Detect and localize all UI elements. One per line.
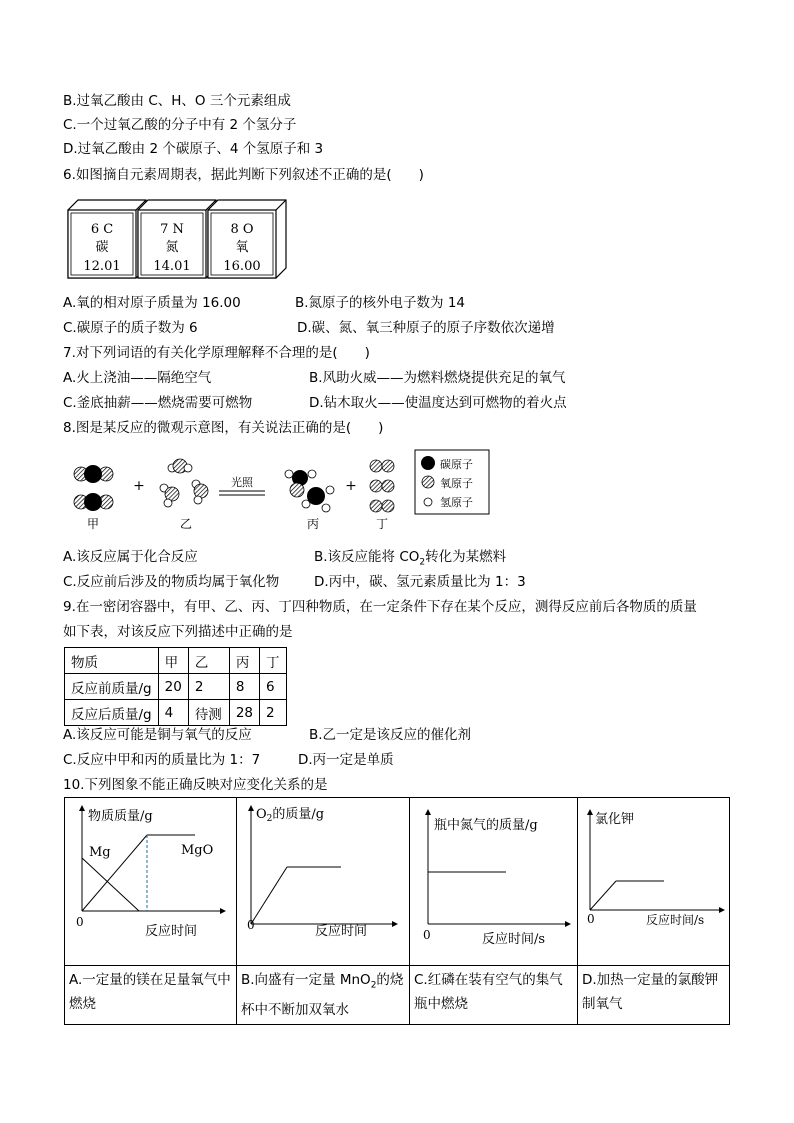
graph-a-series-mgo: MgO xyxy=(181,843,214,858)
graph-b-ylabel: $O_2$的质量/g xyxy=(256,807,325,824)
element-mass-carbon: 12.01 xyxy=(83,259,121,274)
graph-c xyxy=(410,798,578,961)
table-cell: 2 xyxy=(188,674,229,700)
graph-cell-a xyxy=(65,798,237,966)
q6-option-d: D.碳、氮、氧三种原子的原子序数依次递增 xyxy=(297,320,555,336)
graph-a xyxy=(65,798,237,961)
reaction-micro-diagram xyxy=(64,446,494,538)
legend-oxygen: 氧原子 xyxy=(440,477,473,490)
table-cell: 反应前质量/g xyxy=(65,674,159,700)
element-cell-carbon xyxy=(68,200,146,278)
mass-table xyxy=(64,647,287,726)
question-8-stem: 8.图是某反应的微观示意图，有关说法正确的是( ) xyxy=(63,420,384,436)
graph-c-origin: 0 xyxy=(423,928,431,942)
molecule-group-yi xyxy=(160,459,208,507)
table-cell: 待测 xyxy=(188,700,229,726)
caption-c: C.红磷在装有空气的集气瓶中燃烧 xyxy=(410,966,578,1025)
question-9-stem-line1: 9.在一密闭容器中，有甲、乙、丙、丁四种物质，在一定条件下存在某个反应，测得反应前后各物质的质量 xyxy=(63,599,697,615)
graph-a-origin: 0 xyxy=(76,915,84,929)
question-6-stem: 6.如图摘自元素周期表，据此判断下列叙述不正确的是( ) xyxy=(63,167,424,183)
graph-d-xlabel: 反应时间/s xyxy=(646,913,705,927)
graph-table xyxy=(64,797,730,1025)
caption-b: B.向盛有一定量 MnO$_2$的烧杯中不断加双氧水 xyxy=(237,966,410,1025)
option-b-q5: B.过氧乙酸由 C、H、O 三个元素组成 xyxy=(63,93,291,109)
question-9-stem-line2: 如下表，对该反应下列描述中正确的是 xyxy=(63,624,293,640)
table-cell: 甲 xyxy=(158,648,188,674)
caption-d: D.加热一定量的氯酸钾制氧气 xyxy=(578,966,730,1025)
element-name-carbon: 碳 xyxy=(95,240,109,255)
graph-a-series-mg: Mg xyxy=(89,845,111,860)
graph-d xyxy=(578,798,730,961)
element-number-nitrogen: 7 xyxy=(160,222,169,237)
q7-option-a: A.火上浇油——隔绝空气 xyxy=(63,370,212,386)
option-d-q5: D.过氧乙酸由 2 个碳原子、4 个氢原子和 3 xyxy=(63,141,324,157)
q6-option-a: A.氧的相对原子质量为 16.00 xyxy=(63,295,241,311)
graph-cell-c xyxy=(410,798,578,966)
periodic-table-cells xyxy=(64,196,294,280)
svg-text:6 C xyxy=(91,222,113,237)
q8-option-a: A.该反应属于化合反应 xyxy=(63,549,198,565)
element-mass-nitrogen: 14.01 xyxy=(153,259,191,274)
q7-option-c: C.釜底抽薪——燃烧需要可燃物 xyxy=(63,395,253,411)
q8-option-d: D.丙中，碳、氢元素质量比为 1：3 xyxy=(314,574,526,590)
table-cell: 2 xyxy=(260,700,287,726)
caption-row xyxy=(65,966,730,1025)
element-symbol-carbon: C xyxy=(103,222,114,237)
question-10-stem: 10.下列图象不能正确反映对应变化关系的是 xyxy=(63,777,328,793)
svg-text:7 N xyxy=(160,222,184,237)
table-cell: 丁 xyxy=(260,648,287,674)
element-cell-oxygen xyxy=(208,200,286,278)
q6-option-b: B.氮原子的核外电子数为 14 xyxy=(295,295,466,311)
table-cell: 物质 xyxy=(65,648,159,674)
svg-text:8 O xyxy=(230,222,253,237)
plus-sign-1: + xyxy=(133,478,145,494)
graph-d-origin: 0 xyxy=(587,912,595,926)
q9-option-c: C.反应中甲和丙的质量比为 1：7 xyxy=(63,752,261,768)
graph-row xyxy=(65,798,730,966)
element-name-oxygen: 氧 xyxy=(235,240,249,255)
graph-c-xlabel: 反应时间/s xyxy=(482,932,546,947)
q8-option-c: C.反应前后涉及的物质均属于氧化物 xyxy=(63,574,280,590)
element-symbol-nitrogen: N xyxy=(172,222,184,237)
graph-cell-d xyxy=(578,798,730,966)
molecule-group-ding xyxy=(370,460,394,512)
label-bing: 丙 xyxy=(306,517,320,531)
table-cell: 4 xyxy=(158,700,188,726)
element-number-oxygen: 8 xyxy=(230,222,239,237)
table-cell: 6 xyxy=(260,674,287,700)
graph-b-origin: 0 xyxy=(247,918,255,932)
graph-b-xlabel: 反应时间 xyxy=(315,924,368,939)
table-header-row xyxy=(65,648,287,674)
element-symbol-oxygen: O xyxy=(242,222,254,237)
atom-legend xyxy=(415,450,489,514)
table-row xyxy=(65,674,287,700)
element-number-carbon: 6 xyxy=(90,222,100,237)
question-7-stem: 7.对下列词语的有关化学原理解释不合理的是( ) xyxy=(63,345,370,361)
label-ding: 丁 xyxy=(375,517,389,531)
molecule-group-jia xyxy=(74,465,113,511)
q7-option-b: B.风助火威——为燃料燃烧提供充足的氧气 xyxy=(309,370,566,386)
graph-b xyxy=(237,798,410,961)
q6-option-c: C.碳原子的质子数为 6 xyxy=(63,320,198,336)
caption-a: A.一定量的镁在足量氧气中燃烧 xyxy=(65,966,237,1025)
plus-sign-2: + xyxy=(345,478,357,494)
table-cell: 反应后质量/g xyxy=(65,700,159,726)
table-row xyxy=(65,700,287,726)
table-cell: 20 xyxy=(158,674,188,700)
element-cell-nitrogen xyxy=(138,200,216,278)
graph-cell-b xyxy=(237,798,410,966)
table-cell: 丙 xyxy=(229,648,259,674)
graph-d-ylabel: 氯化钾 xyxy=(595,812,635,827)
graph-a-xlabel: 反应时间 xyxy=(145,924,198,939)
graph-c-ylabel: 瓶中氮气的质量/g xyxy=(434,818,538,833)
table-cell: 28 xyxy=(229,700,259,726)
element-name-nitrogen: 氮 xyxy=(165,240,179,255)
option-c-q5: C.一个过氧乙酸的分子中有 2 个氢分子 xyxy=(63,117,297,133)
legend-hydrogen: 氢原子 xyxy=(440,496,473,509)
q9-option-b: B.乙一定是该反应的催化剂 xyxy=(309,727,472,743)
graph-a-ylabel: 物质质量/g xyxy=(88,809,153,824)
table-cell: 8 xyxy=(229,674,259,700)
element-mass-oxygen: 16.00 xyxy=(223,259,261,274)
q9-option-d: D.丙一定是单质 xyxy=(298,752,394,768)
table-cell: 乙 xyxy=(188,648,229,674)
mg-line xyxy=(82,858,139,911)
label-yi: 乙 xyxy=(179,517,193,531)
q7-option-d: D.钻木取火——使温度达到可燃物的着火点 xyxy=(309,395,567,411)
legend-carbon: 碳原子 xyxy=(440,458,473,471)
reaction-condition: 光照 xyxy=(231,476,253,489)
q8-option-b: B.该反应能将 $CO_2$转化为某燃料 xyxy=(314,549,507,568)
label-jia: 甲 xyxy=(86,517,100,531)
molecule-group-bing xyxy=(285,470,334,512)
q9-option-a: A.该反应可能是铜与氧气的反应 xyxy=(63,727,252,743)
